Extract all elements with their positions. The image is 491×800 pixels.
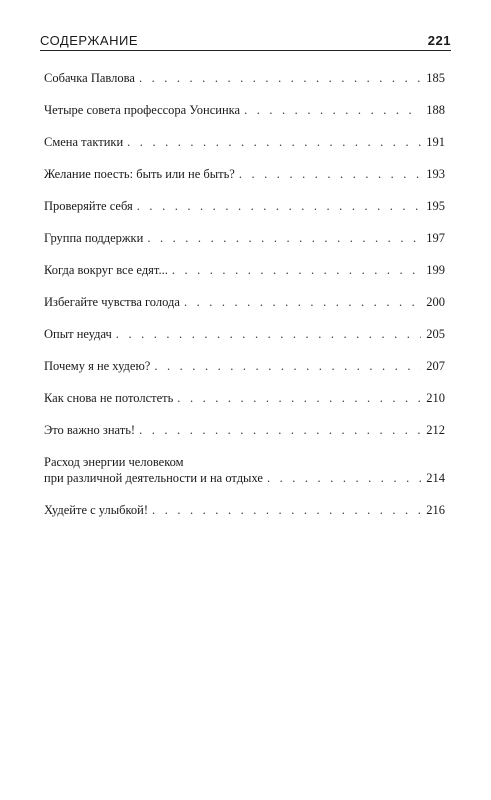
toc-entry-page: 195 [426,199,445,213]
toc-entry-title: Четыре совета профессора Уонсинка [44,103,241,117]
toc-entry[interactable] [44,102,445,134]
page-number: 221 [427,33,451,48]
dot-leader [152,502,421,518]
toc-entry[interactable] [44,390,445,422]
dot-leader [127,134,421,150]
header-rule [40,50,451,51]
toc-entry-title: Почему я не худею? [44,359,151,373]
toc-entry-title: Проверяйте себя [44,199,133,213]
toc-entry-page: 193 [426,167,445,181]
toc-entry-page: 199 [426,263,445,277]
toc-entry-title: Желание поесть: быть или не быть? [44,167,235,181]
toc-entry-title-line1: Расход энергии человеком [44,455,184,469]
dot-leader [239,166,421,182]
toc-entry-page: 191 [426,135,445,149]
dot-leader [147,230,421,246]
dot-leader [267,470,421,486]
toc-entry-title: Группа поддержки [44,231,144,245]
dot-leader [139,422,421,438]
toc-entry[interactable] [44,326,445,358]
toc-entry-title: Смена тактики [44,135,124,149]
toc-entry[interactable] [44,454,445,502]
toc-entry[interactable] [44,502,445,534]
toc-entry-page: 216 [426,503,445,517]
dot-leader [244,102,421,118]
dot-leader [172,262,421,278]
toc-entry[interactable] [44,166,445,198]
toc-entry-page: 197 [426,231,445,245]
table-of-contents [44,70,445,534]
running-header [40,28,451,48]
toc-entry-title: Это важно знать! [44,423,136,437]
toc-entry-title-line2: при различной деятельности и на отдыхе [44,471,263,485]
toc-entry-title: Когда вокруг все едят... [44,263,168,277]
toc-entry-title: Как снова не потолстеть [44,391,174,405]
toc-entry-title: Худейте с улыбкой! [44,503,149,517]
toc-entry[interactable] [44,262,445,294]
toc-entry-page: 185 [426,71,445,85]
dot-leader [154,358,421,374]
toc-entry-page: 210 [426,391,445,405]
toc-entry-title: Опыт неудач [44,327,112,341]
toc-entry[interactable] [44,358,445,390]
toc-entry[interactable] [44,198,445,230]
section-title: СОДЕРЖАНИЕ [40,33,139,48]
toc-entry-title: Собачка Павлова [44,71,135,85]
dot-leader [184,294,421,310]
toc-entry[interactable] [44,230,445,262]
toc-entry-page: 214 [426,471,445,485]
toc-entry-title: Избегайте чувства голода [44,295,180,309]
dot-leader [116,326,421,342]
toc-entry-page: 207 [426,359,445,373]
toc-entry-page: 212 [426,423,445,437]
dot-leader [139,70,421,86]
toc-entry-page: 205 [426,327,445,341]
toc-entry[interactable] [44,134,445,166]
toc-entry-page: 200 [426,295,445,309]
toc-entry[interactable] [44,294,445,326]
toc-entry[interactable] [44,422,445,454]
toc-entry[interactable] [44,70,445,102]
dot-leader [137,198,421,214]
dot-leader [177,390,421,406]
toc-entry-page: 188 [426,103,445,117]
